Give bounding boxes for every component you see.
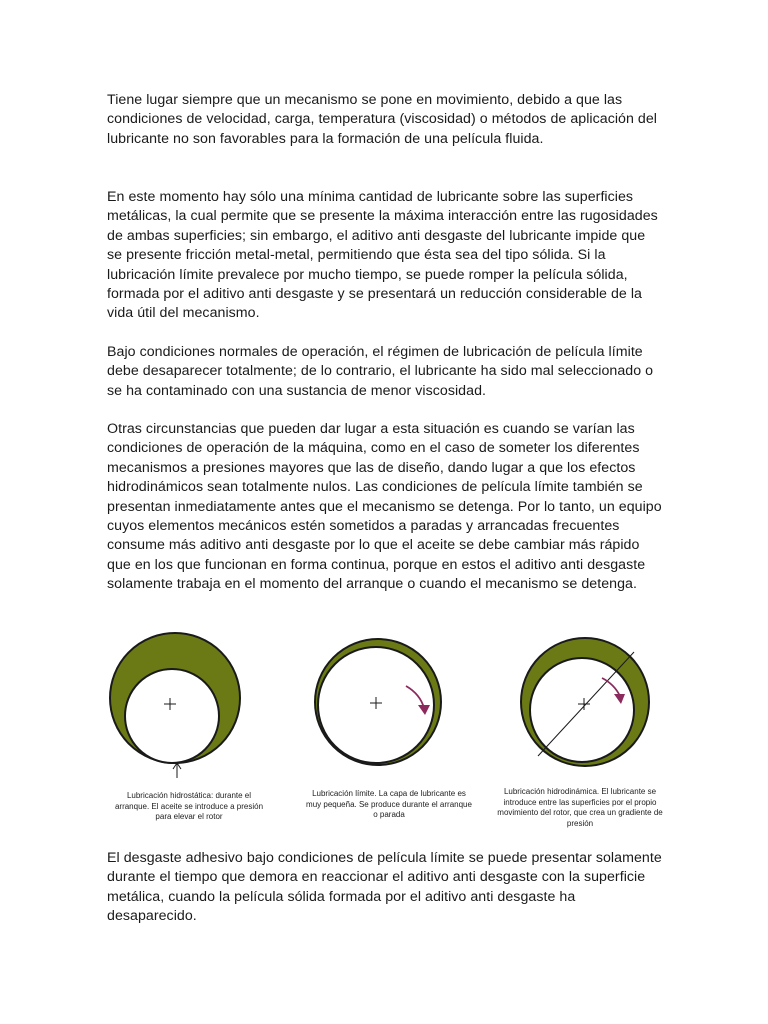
boundary-lubrication-diagram [310,630,460,780]
paragraph-normal-conditions: Bajo condiciones normales de operación, el régimen de lubricación de película límite debe desaparecer totalmente; de lo contrario, el lubricante ha sido mal seleccionado o se ha contaminado con una sustancia de menor viscosidad. [107,344,654,399]
paragraph-adhesive-wear: El desgaste adhesivo bajo condiciones de película límite se puede presentar solamente durante el tiempo que demora en reaccionar el aditivo anti desgaste con la superficie metálica, cuando la película sólida formada por el aditivo anti desgaste ha desaparecido. [107,850,662,925]
caption-hydrodynamic: Lubricación hidrodinámica. El lubricante se introduce entre las superficies por el propio movimiento del rotor, que crea un gradiente de presión [497,787,663,828]
hydrostatic-lubrication-diagram [108,630,268,780]
hydrodynamic-lubrication-diagram [508,630,668,780]
lubrication-regimes-figure [100,630,680,840]
paragraph-minimal-lubricant: En este momento hay sólo una mínima cantidad de lubricante sobre las superficies metálicas, la cual permite que se presente la máxima interacción entre las rugosidades de ambas superficies; sin embargo, el aditivo anti desgaste del lubricante impide que se presente fricción metal-metal, permitiendo que ésta sea del tipo sólida. Si la lubricación límite prevalece por mucho tiempo, se puede romper la película sólida, formada por el aditivo anti desgaste y se presentará un reducción considerable de la vida útil del mecanismo. [107,189,658,322]
caption-hydrostatic: Lubricación hidrostática: durante el arranque. El aceite se introduce a presión para elevar el rotor [114,791,264,821]
paragraph-other-circumstances: Otras circunstancias que pueden dar lugar a esta situación es cuando se varían las condiciones de operación de la máquina, como en el caso de someter los diferentes mecanismos a presiones mayores que las de diseño, dando lugar a que los efectos hidrodinámicos sean totalmente nulos. Las condiciones de película límite también se presentan inmediatamente antes que el mecanismo se detenga. Por lo tanto, un equipo cuyos elementos mecánicos estén sometidos a paradas y arrancadas frecuentes consume más aditivo anti desgaste por lo que el aceite se debe cambiar más rápido que en los que funcionan en forma continua, porque en estos el aditivo anti desgaste solamente trabaja en el momento del arranque o cuando el mecanismo se detenga. [107,421,662,593]
hydrodynamic-shaft [530,658,634,762]
paragraph-intro: Tiene lugar siempre que un mecanismo se pone en movimiento, debido a que las condiciones de velocidad, carga, temperatura (viscosidad) o métodos de aplicación del lubricante no son favorables para la formación de una película fluida. [107,92,657,147]
caption-boundary: Lubricación límite. La capa de lubricante es muy pequeña. Se produce durante el arranque o parada [306,789,472,819]
hydrostatic-pressure-arrow [173,763,181,778]
hydrostatic-shaft [125,669,219,763]
